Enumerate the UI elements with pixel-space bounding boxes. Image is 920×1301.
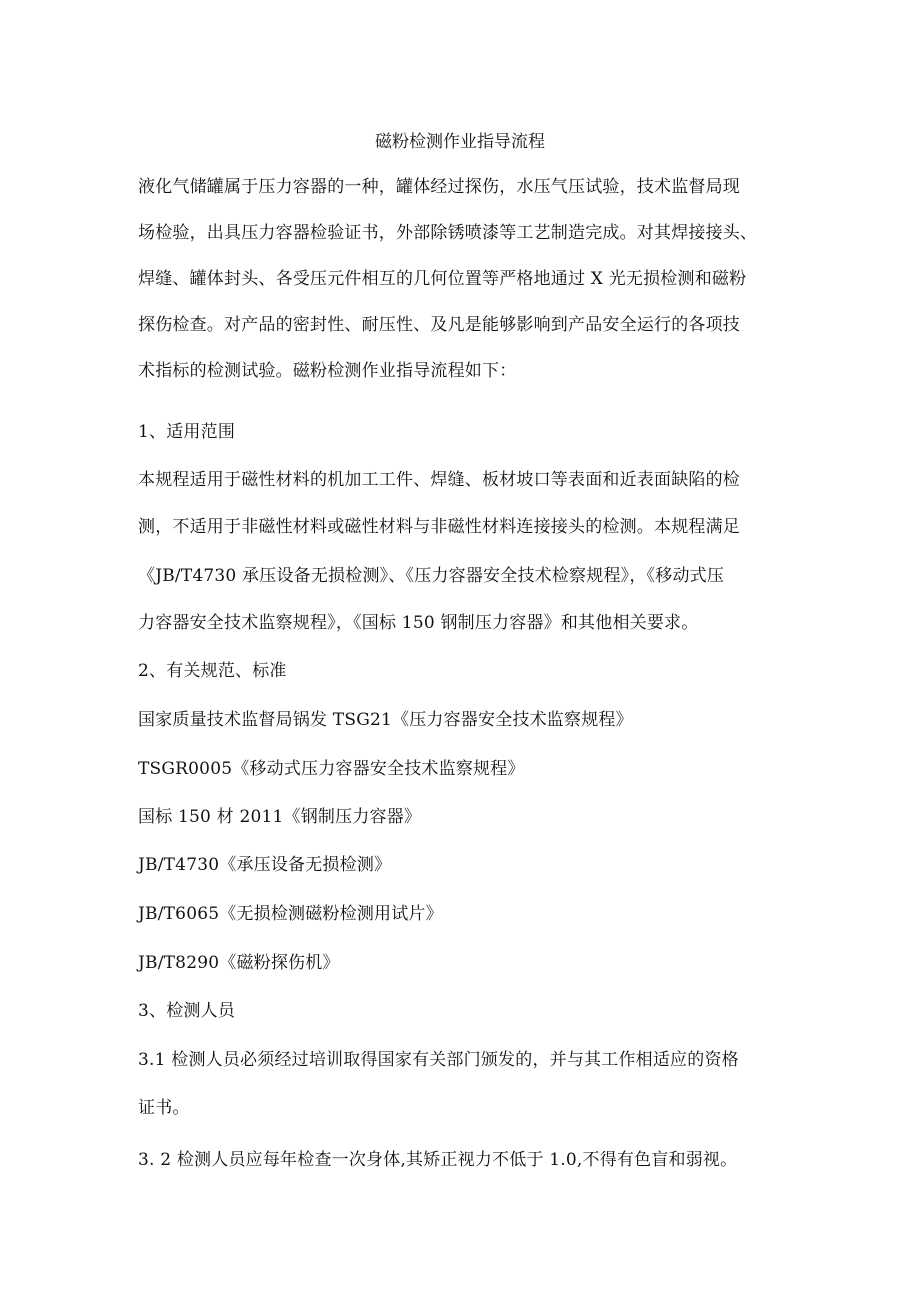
paragraph-line: 力容器安全技术监察规程》，《国标 150 钢制压力容器》和其他相关要求。 [138,613,699,633]
standard-item: 国标 150 材 2011《钢制压力容器》 [138,807,422,827]
paragraph-line: 测，不适用于非磁性材料或磁性材料与非磁性材料连接接头的检测。本规程满足 [138,517,740,537]
standard-item: 国家质量技术监督局锅发 TSG21《压力容器安全技术监察规程》 [138,710,633,730]
paragraph-line: 3. 2 检测人员应每年检查一次身体,其矫正视力不低于 1.0,不得有色盲和弱视。 [138,1150,738,1170]
standard-item: JB/T6065《无损检测磁粉检测用试片》 [138,904,443,924]
section-heading: 1、适用范围 [138,422,236,442]
section-heading: 3、检测人员 [138,1001,236,1021]
paragraph-line: 术指标的检测试验。磁粉检测作业指导流程如下： [138,361,517,381]
paragraph-line: 3.1 检测人员必须经过培训取得国家有关部门颁发的，并与其工作相适应的资格 [138,1050,739,1070]
standard-item: JB/T4730《承压设备无损检测》 [138,855,392,875]
paragraph-line: 液化气储罐属于压力容器的一种，罐体经过探伤，水压气压试验，技术监督局现 [138,177,740,197]
document-title: 磁粉检测作业指导流程 [375,132,545,152]
paragraph-line: 《JB/T4730 承压设备无损检测》、《压力容器安全技术检察规程》，《移动式压 [138,566,725,586]
section-heading: 2、有关规范、标准 [138,661,287,681]
paragraph-line: 场检验，出具压力容器检验证书，外部除锈喷漆等工艺制造完成。对其焊接接头、 [138,223,758,243]
paragraph-line: 本规程适用于磁性材料的机加工工件、焊缝、板材坡口等表面和近表面缺陷的检 [138,470,740,490]
paragraph-line: 探伤检查。对产品的密封性、耐压性、及凡是能够影响到产品安全运行的各项技 [138,315,740,335]
paragraph-line: 焊缝、罐体封头、各受压元件相互的几何位置等严格地通过 X 光无损检测和磁粉 [138,269,747,289]
standard-item: TSGR0005《移动式压力容器安全技术监察规程》 [138,759,525,779]
paragraph-line: 证书。 [138,1098,190,1118]
standard-item: JB/T8290《磁粉探伤机》 [138,953,340,973]
